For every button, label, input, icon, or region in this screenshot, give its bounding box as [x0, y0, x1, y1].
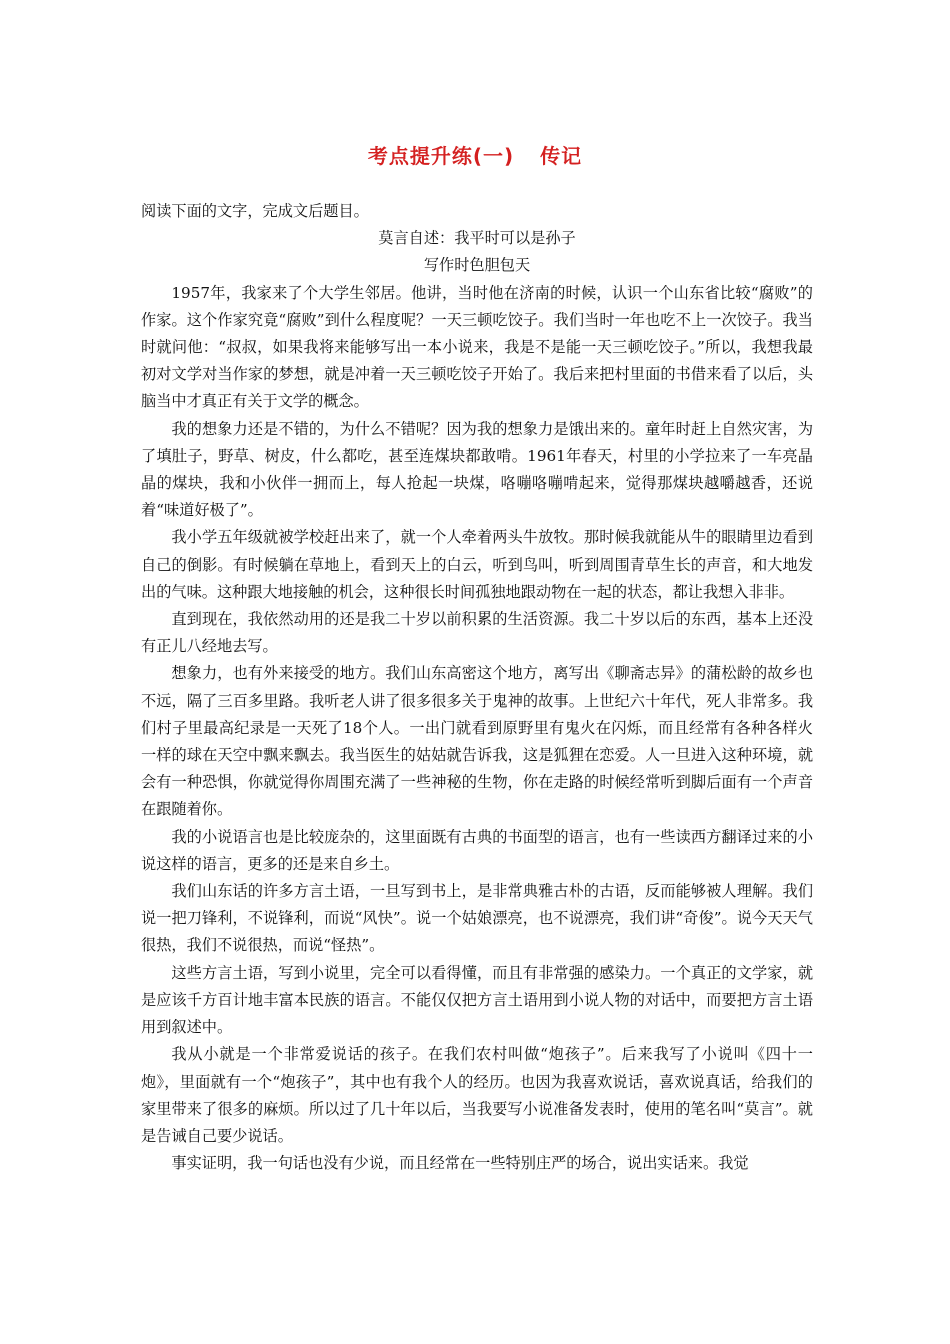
- paragraph-1: 1957年，我家来了个大学生邻居。他讲，当时他在济南的时候，认识一个山东省比较“腐败”的作家。这个作家究竟“腐败”到什么程度呢？一天三顿吃饺子。我们当时一年也吃不上一次饺子。我当时就问他：“叔叔，如果我将来能够写出一本小说来，我是不是能一天三顿吃饺子。”所以，我想我最初对文学对当作家的梦想，就是冲着一天三顿吃饺子开始了。我后来把村里面的书借来看了以后，头脑当中才真正有关于文学的概念。: [141, 283, 813, 411]
- paragraph-5: 想象力，也有外来接受的地方。我们山东高密这个地方，离写出《聊斋志异》的蒲松龄的故乡也不远，隔了三百多里路。我听老人讲了很多很多关于鬼神的故事。上世纪六十年代，死人非常多。我们村子里最高纪录是一天死了18个人。一出门就看到原野里有鬼火在闪烁，而且经常有各种各样火一样的球在天空中飘来飘去。我当医生的姑姑就告诉我，这是狐狸在恋爱。人一旦进入这种环境，就会有一种恐惧，你就觉得你周围充满了一些神秘的生物，你在走路的时候经常听到脚后面有一个声音在跟随着你。: [141, 664, 813, 819]
- paragraph-4: 直到现在，我依然动用的还是我二十岁以前积累的生活资源。我二十岁以后的东西，基本上还没有正儿八经地去写。: [141, 610, 813, 656]
- paragraph-7: 我们山东话的许多方言土语，一旦写到书上，是非常典雅古朴的古语，反而能够被人理解。我们说一把刀锋利，不说锋利，而说“风快”。说一个姑娘漂亮，也不说漂亮，我们讲“奇俊”。说今天天气很热，我们不说很热，而说“怪热”。: [141, 882, 813, 955]
- article-heading-line1: 莫言自述：我平时可以是孙子: [378, 229, 576, 248]
- reading-instruction: 阅读下面的文字，完成文后题目。: [141, 202, 369, 220]
- article-heading-line2: 写作时色胆包天: [423, 256, 531, 275]
- document-body: [141, 198, 813, 1177]
- paragraph-3: 我小学五年级就被学校赶出来了，就一个人牵着两头牛放牧。那时候我就能从牛的眼睛里边看到自己的倒影。有时候躺在草地上，看到天上的白云，听到鸟叫，听到周围青草生长的声音，和大地发出的气味。这种跟大地接触的机会，这种很长时间孤独地跟动物在一起的状态，都让我想入非非。: [141, 528, 813, 601]
- paragraph-10: 事实证明，我一句话也没有少说，而且经常在一些特别庄严的场合，说出实话来。我觉: [171, 1154, 749, 1173]
- paragraph-6: 我的小说语言也是比较庞杂的，这里面既有古典的书面型的语言，也有一些读西方翻译过来的小说这样的语言，更多的还是来自乡土。: [141, 827, 813, 873]
- paragraph-8: 这些方言土语，写到小说里，完全可以看得懂，而且有非常强的感染力。一个真正的文学家，就是应该千方百计地丰富本民族的语言。不能仅仅把方言土语用到小说人物的对话中，而要把方言土语用到叙述中。: [141, 963, 813, 1037]
- title-sub: 传记: [540, 144, 583, 168]
- paragraph-9: 我从小就是一个非常爱说话的孩子。在我们农村叫做“炮孩子”。后来我写了小说叫《四十一炮》，里面就有一个“炮孩子”，其中也有我个人的经历。也因为我喜欢说话，喜欢说真话，给我们的家里带来了很多的麻烦。所以过了几十年以后，当我要写小说准备发表时，使用的笔名叫“莫言”。就是告诫自己要少说话。: [141, 1045, 813, 1145]
- page-title: [0, 140, 950, 169]
- paragraph-2: 我的想象力还是不错的，为什么不错呢？因为我的想象力是饿出来的。童年时赶上自然灾害，为了填肚子，野草、树皮，什么都吃，甚至连煤块都敢啃。1961年春天，村里的小学拉来了一车亮晶晶的煤块，我和小伙伴一拥而上，每人抢起一块煤，咯嘣咯嘣啃起来，觉得那煤块越嚼越香，还说着“味道好极了”。: [141, 419, 813, 520]
- title-main: 考点提升练(一): [367, 144, 515, 168]
